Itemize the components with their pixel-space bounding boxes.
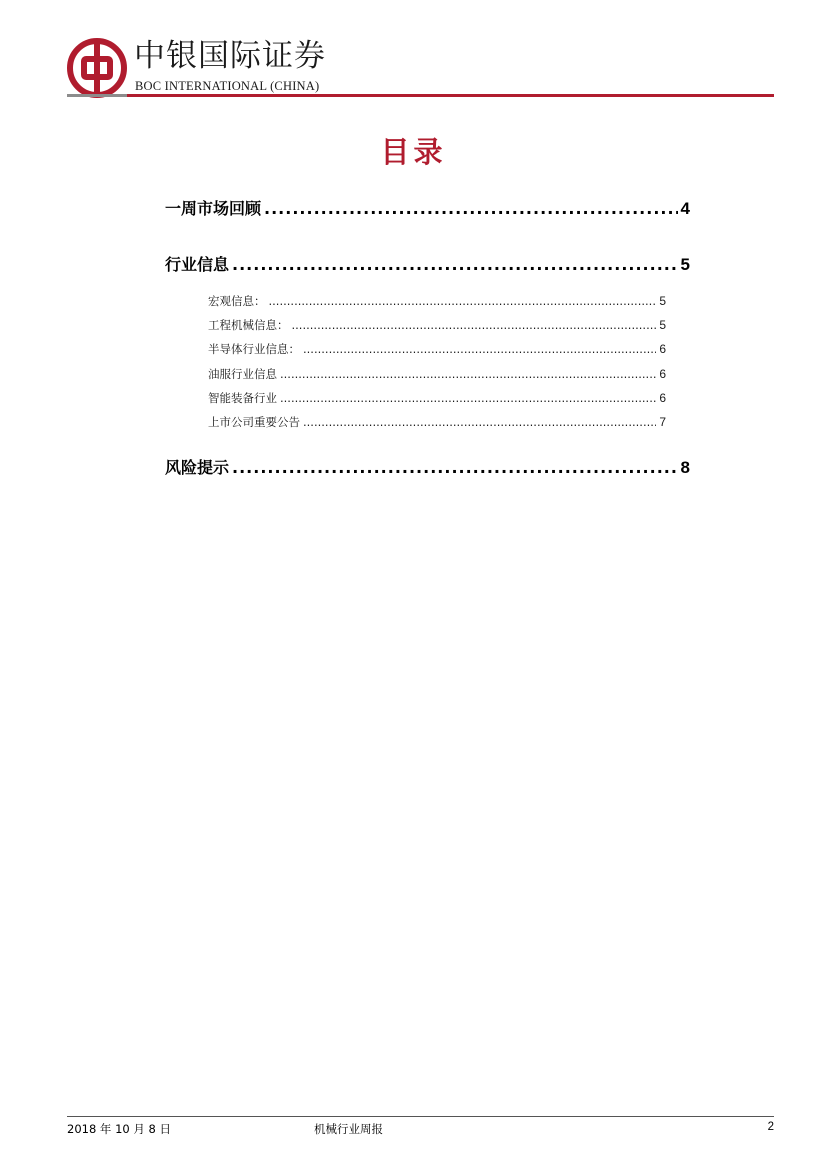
toc-title: 目录: [380, 135, 447, 169]
toc-entry-industry-info[interactable]: [165, 252, 690, 275]
toc-dot-leader: [280, 391, 656, 405]
toc-entry-oilfield-services[interactable]: [208, 366, 666, 382]
toc-entry-risk-warning[interactable]: [165, 455, 690, 478]
toc-dot-leader: [264, 199, 678, 218]
toc-entry-page: 5: [680, 255, 690, 274]
header-divider: [67, 94, 774, 97]
toc-entry-market-review[interactable]: [165, 196, 690, 219]
toc-entry-label: 一周市场回顾: [165, 199, 262, 218]
toc-entry-macro-info[interactable]: [208, 293, 666, 309]
toc-entry-page: 6: [659, 367, 666, 381]
toc-entry-page: 8: [680, 458, 690, 477]
toc-entry-smart-equipment[interactable]: [208, 390, 666, 406]
toc-dot-leader: [269, 294, 657, 308]
toc-entry-construction-machinery[interactable]: [208, 317, 666, 333]
header-divider-accent: [67, 94, 127, 97]
toc-entry-label: 风险提示: [165, 458, 230, 477]
toc-entry-label: 上市公司重要公告: [208, 415, 300, 429]
toc-dot-leader: [292, 318, 657, 332]
toc-dot-leader: [232, 255, 678, 274]
footer-page-number: 2: [767, 1121, 774, 1133]
boc-logo-icon: [67, 38, 127, 98]
toc-entry-page: 5: [659, 294, 666, 308]
toc-entry-page: 5: [659, 318, 666, 332]
toc-entry-page: 6: [659, 391, 666, 405]
toc-entry-label: 行业信息: [165, 255, 230, 274]
toc-dot-leader: [280, 367, 656, 381]
toc-dot-leader: [303, 342, 656, 356]
toc-entry-label: 宏观信息：: [208, 294, 266, 308]
toc-entry-company-announcements[interactable]: [208, 414, 666, 430]
toc-entry-semiconductor[interactable]: [208, 341, 666, 357]
toc-entry-label: 油服行业信息: [208, 367, 277, 381]
toc-dot-leader: [303, 415, 656, 429]
toc-entry-label: 智能装备行业: [208, 391, 277, 405]
toc-entry-page: 6: [659, 342, 666, 356]
toc-entry-page: 7: [659, 415, 666, 429]
footer-date: 2018 年 10 月 8 日: [67, 1122, 171, 1136]
footer-report-name: 机械行业周报: [314, 1122, 383, 1136]
toc-entry-label: 半导体行业信息：: [208, 342, 300, 356]
brand-name-chinese: 中银国际证券: [134, 38, 326, 74]
toc-entry-label: 工程机械信息：: [208, 318, 289, 332]
brand-name-english: BOC INTERNATIONAL (CHINA): [135, 79, 320, 93]
toc-entry-page: 4: [680, 199, 690, 218]
footer-divider: [67, 1116, 774, 1117]
toc-dot-leader: [232, 458, 678, 477]
